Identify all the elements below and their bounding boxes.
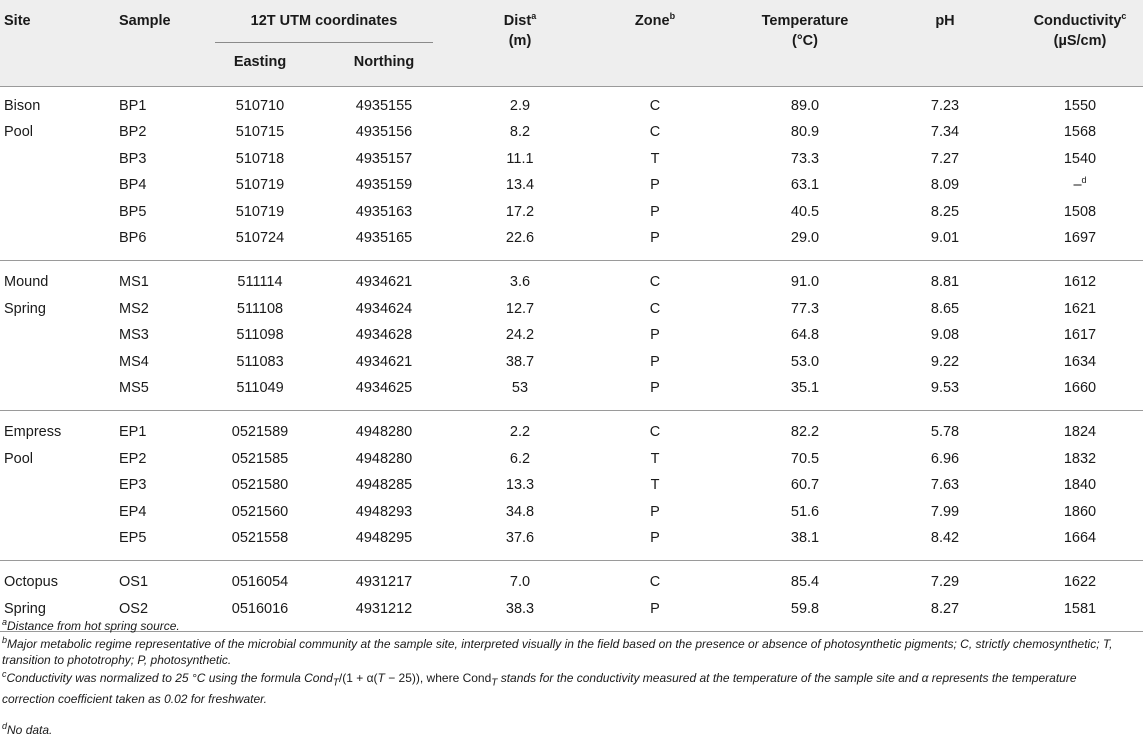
cell-dist: 6.2 — [509, 450, 531, 467]
cell-sample: BP3 — [119, 150, 147, 167]
header-bottom-rule — [0, 86, 1143, 87]
cell-sample: EP2 — [119, 450, 147, 467]
cell-sample: BP5 — [119, 203, 147, 220]
cell-sample: MS2 — [119, 300, 149, 317]
cell-conductivity: 1550 — [1063, 98, 1097, 114]
cell-zone: T — [650, 450, 660, 467]
cell-sample: BP4 — [119, 177, 147, 194]
cell-easting: 511098 — [236, 327, 284, 344]
cell-temperature: 85.4 — [790, 574, 820, 591]
footnote-a: $^a$Distance from hot spring source. — [2, 617, 180, 633]
cell-zone: P — [650, 503, 660, 520]
cell-sample: EP1 — [119, 424, 147, 441]
cell-sample: MS4 — [119, 353, 149, 370]
cell-easting: 0516054 — [231, 574, 289, 591]
cell-conductivity: 1508 — [1063, 203, 1097, 220]
cell-ph: 9.53 — [930, 380, 960, 396]
site-name: Pool — [4, 450, 34, 467]
cell-conductivity: 1860 — [1063, 503, 1097, 520]
cell-northing: 4948280 — [355, 450, 413, 467]
header-temperature: Temperature (°C) — [761, 13, 849, 49]
cell-conductivity: 1540 — [1063, 150, 1097, 167]
cell-sample: BP6 — [119, 230, 147, 246]
cell-zone: T — [650, 477, 660, 494]
cell-dist: 38.3 — [505, 600, 535, 617]
cell-northing: 4948280 — [355, 424, 413, 441]
cell-conductivity: 1568 — [1063, 124, 1097, 141]
cell-sample: OS1 — [119, 574, 149, 591]
cell-ph: 8.25 — [930, 203, 960, 220]
cell-zone: P — [650, 177, 660, 194]
cell-conductivity: 1581 — [1063, 600, 1097, 617]
cell-conductivity: –$^d$ — [1073, 175, 1087, 194]
cell-sample: BP2 — [119, 124, 147, 141]
cell-northing: 4934624 — [355, 300, 413, 317]
cell-conductivity: 1697 — [1063, 230, 1097, 246]
cell-zone: P — [650, 203, 660, 220]
cell-northing: 4934628 — [355, 327, 413, 344]
cell-dist: 13.4 — [505, 177, 535, 194]
cell-northing: 4948295 — [355, 530, 413, 546]
cell-ph: 7.99 — [930, 503, 960, 520]
cell-temperature: 64.8 — [790, 327, 820, 344]
cell-northing: 4934621 — [355, 274, 413, 291]
cell-ph: 9.01 — [930, 230, 960, 246]
site-name: Mound — [4, 274, 49, 291]
cell-zone: P — [650, 327, 660, 344]
cell-easting: 511049 — [236, 380, 284, 396]
cell-ph: 8.27 — [930, 600, 960, 617]
cell-temperature: 70.5 — [790, 450, 820, 467]
cell-conductivity: 1634 — [1063, 353, 1097, 370]
cell-conductivity: 1840 — [1063, 477, 1097, 494]
cell-easting: 0521558 — [231, 530, 289, 546]
cell-zone: T — [650, 150, 660, 167]
cell-temperature: 80.9 — [790, 124, 820, 141]
cell-ph: 7.63 — [930, 477, 960, 494]
cell-ph: 7.27 — [930, 150, 960, 167]
cell-zone: P — [650, 230, 660, 246]
cell-zone: C — [649, 98, 661, 114]
cell-temperature: 63.1 — [790, 177, 820, 194]
cell-zone: C — [649, 124, 661, 141]
cell-ph: 7.34 — [930, 124, 960, 141]
cell-conductivity: 1832 — [1063, 450, 1097, 467]
header-sample: Sample — [119, 13, 171, 29]
cell-temperature: 53.0 — [790, 353, 820, 370]
cell-ph: 9.22 — [930, 353, 960, 370]
cell-easting: 510715 — [235, 124, 285, 141]
cell-temperature: 29.0 — [790, 230, 820, 246]
site-name: Spring — [4, 600, 46, 617]
group-divider — [0, 560, 1143, 561]
cell-ph: 8.65 — [930, 300, 960, 317]
cell-easting: 511108 — [236, 300, 284, 317]
cell-ph: 8.42 — [930, 530, 960, 546]
header-zone: Zone$^b$ — [634, 11, 676, 29]
cell-dist: 38.7 — [505, 353, 535, 370]
cell-temperature: 91.0 — [790, 274, 820, 291]
site-name: Empress — [4, 424, 62, 441]
cell-conductivity: 1664 — [1063, 530, 1097, 546]
cell-dist: 12.7 — [505, 300, 535, 317]
cell-ph: 9.08 — [930, 327, 960, 344]
cell-easting: 510724 — [235, 230, 285, 246]
header-utm: 12T UTM coordinates — [250, 13, 398, 29]
group-divider — [0, 260, 1143, 261]
cell-sample: OS2 — [119, 600, 149, 617]
header-northing: Northing — [353, 54, 415, 70]
cell-dist: 7.0 — [509, 574, 531, 591]
cell-dist: 37.6 — [505, 530, 535, 546]
cell-easting: 0521580 — [231, 477, 289, 494]
site-name: Bison — [4, 98, 41, 114]
cell-dist: 13.3 — [505, 477, 535, 494]
cell-easting: 510719 — [235, 203, 285, 220]
cell-northing: 4935156 — [355, 124, 413, 141]
cell-temperature: 82.2 — [790, 424, 820, 441]
footnote-d: $^d$No data. — [2, 721, 53, 737]
cell-dist: 8.2 — [509, 124, 531, 141]
cell-dist: 22.6 — [505, 230, 535, 246]
cell-ph: 8.81 — [930, 274, 960, 291]
cell-zone: C — [649, 574, 661, 591]
cell-sample: EP3 — [119, 477, 147, 494]
cell-easting: 0516016 — [231, 600, 289, 617]
site-name: Octopus — [4, 574, 58, 591]
cell-easting: 0521585 — [231, 450, 289, 467]
cell-northing: 4935157 — [355, 150, 413, 167]
cell-dist: 3.6 — [509, 274, 531, 291]
cell-temperature: 35.1 — [790, 380, 820, 396]
cell-dist: 11.1 — [506, 150, 534, 167]
cell-northing: 4935163 — [355, 203, 413, 220]
cell-conductivity: 1617 — [1063, 327, 1097, 344]
cell-temperature: 89.0 — [790, 98, 820, 114]
cell-zone: C — [649, 424, 661, 441]
cell-conductivity: 1824 — [1063, 424, 1097, 441]
cell-northing: 4935165 — [355, 230, 413, 246]
footnote-b: $^b$Major metabolic regime representative of the microbial community at the sample site, interpreted visually in the field based on the presence or absence of photosynthetic pigments; C, strictly chemosynthetic; T, transition to phototrophy; P, photosynthetic. — [2, 635, 1113, 667]
cell-zone: C — [649, 300, 661, 317]
cell-zone: P — [650, 530, 660, 546]
cell-northing: 4931217 — [355, 574, 413, 591]
cell-sample: BP1 — [119, 98, 147, 114]
cell-zone: P — [650, 353, 660, 370]
cell-ph: 6.96 — [930, 450, 960, 467]
cell-zone: P — [650, 380, 660, 396]
cell-temperature: 59.8 — [790, 600, 820, 617]
header-site: Site — [4, 13, 31, 29]
cell-zone: P — [650, 600, 660, 617]
cell-easting: 510710 — [235, 98, 285, 114]
cell-ph: 5.78 — [930, 424, 960, 441]
cell-northing: 4948293 — [355, 503, 413, 520]
cell-ph: 7.23 — [930, 98, 960, 114]
group-divider — [0, 410, 1143, 411]
cell-northing: 4935155 — [355, 98, 413, 114]
cell-conductivity: 1622 — [1063, 574, 1097, 591]
header-easting: Easting — [233, 54, 287, 70]
cell-easting: 511114 — [237, 274, 283, 291]
cell-dist: 2.2 — [509, 424, 531, 441]
cell-temperature: 40.5 — [790, 203, 820, 220]
cell-dist: 2.9 — [509, 98, 531, 114]
cell-easting: 0521589 — [231, 424, 289, 441]
cell-northing: 4934621 — [355, 353, 413, 370]
cell-easting: 511083 — [236, 353, 284, 370]
cell-northing: 4934625 — [355, 380, 413, 396]
cell-dist: 53 — [511, 380, 529, 396]
cell-temperature: 51.6 — [790, 503, 820, 520]
cell-easting: 510718 — [235, 150, 285, 167]
header-ph: pH — [935, 13, 955, 29]
cell-dist: 34.8 — [505, 503, 535, 520]
cell-sample: EP4 — [119, 503, 147, 520]
site-name: Pool — [4, 124, 34, 141]
cell-northing: 4948285 — [355, 477, 413, 494]
cell-dist: 24.2 — [505, 327, 535, 344]
cell-sample: MS3 — [119, 327, 149, 344]
header-dist: Dist$^a$ (m) — [503, 11, 537, 49]
cell-easting: 510719 — [235, 177, 285, 194]
cell-northing: 4931212 — [355, 600, 413, 617]
cell-northing: 4935159 — [355, 177, 413, 194]
cell-temperature: 38.1 — [790, 530, 820, 546]
cell-sample: MS1 — [119, 274, 149, 291]
cell-dist: 17.2 — [505, 203, 535, 220]
cell-sample: MS5 — [119, 380, 149, 396]
site-name: Spring — [4, 300, 46, 317]
cell-sample: EP5 — [119, 530, 147, 546]
cell-conductivity: 1660 — [1063, 380, 1097, 396]
cell-conductivity: 1612 — [1063, 274, 1097, 291]
cell-temperature: 73.3 — [790, 150, 820, 167]
cell-ph: 7.29 — [930, 574, 960, 591]
footnote-c: $^c$Conductivity was normalized to 25 °C using the formula Cond$_T$/(1 + α(T − 25)), where Cond$_T$ stands for the conductivity measured at the temperature of the sample site and α represents the temperature correction coefficient taken as 0.02 for freshwater. — [2, 669, 1077, 707]
header-conductivity: Conductivity$^c$ (µS/cm) — [1033, 11, 1127, 49]
cell-temperature: 77.3 — [790, 300, 820, 317]
cell-zone: C — [649, 274, 661, 291]
utm-header-rule — [215, 42, 433, 43]
cell-easting: 0521560 — [231, 503, 289, 520]
cell-ph: 8.09 — [930, 177, 960, 194]
cell-temperature: 60.7 — [790, 477, 820, 494]
cell-conductivity: 1621 — [1063, 300, 1097, 317]
